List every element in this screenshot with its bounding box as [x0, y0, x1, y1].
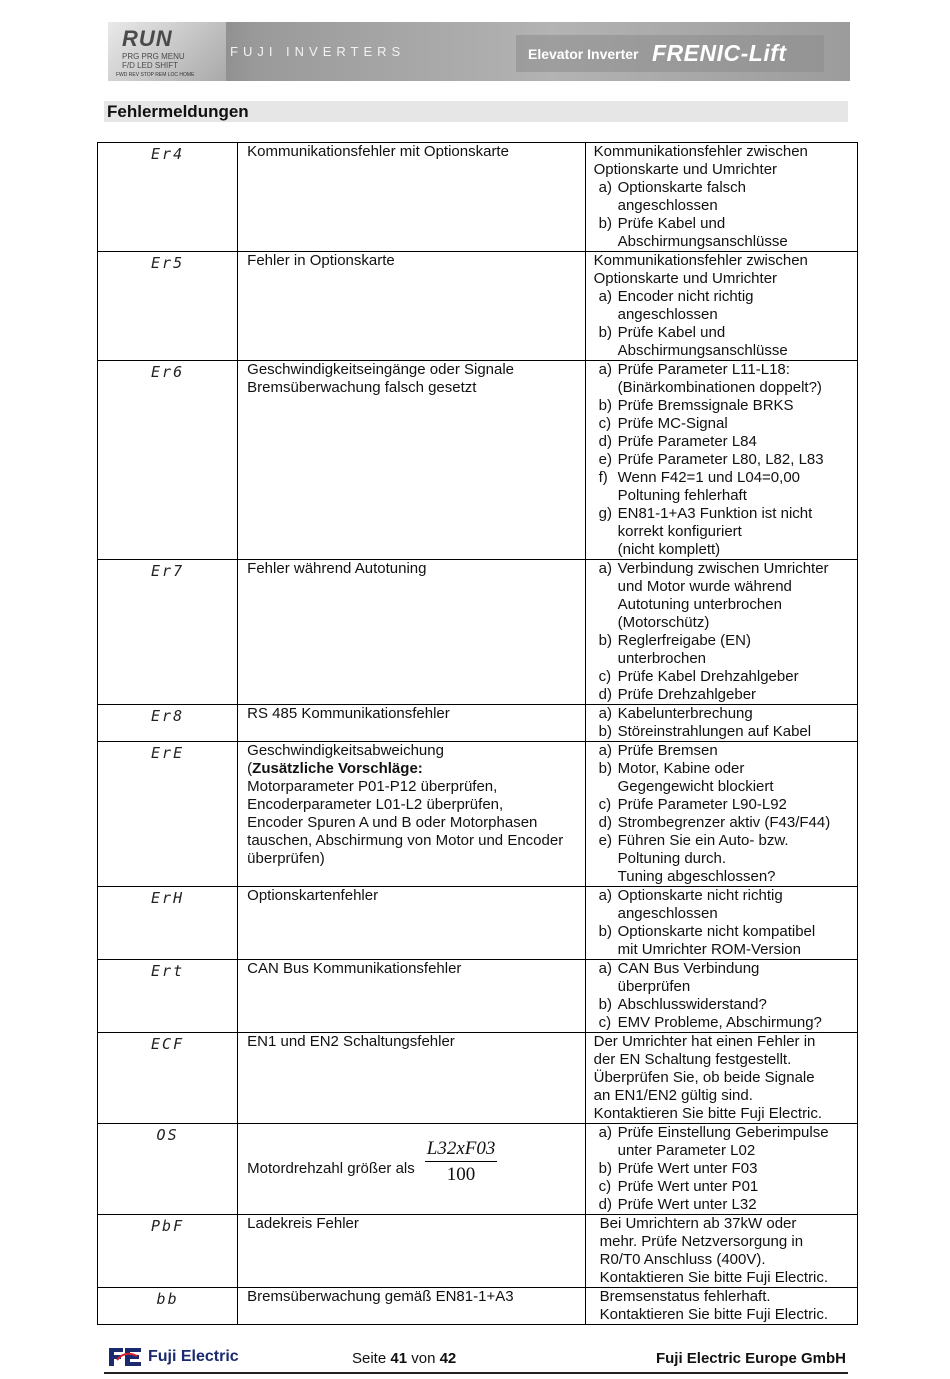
description-line: Motorparameter P01-P12 überprüfen,: [247, 778, 498, 795]
remedy-item-line: CAN Bus Verbindung: [617, 960, 760, 977]
remedy-line: der EN Schaltung festgestellt.: [593, 1051, 792, 1068]
error-remedy: [586, 887, 857, 959]
remedy-item-line: Abschirmungsanschlüsse: [617, 342, 788, 359]
remedy-item-line: (Binärkombinationen doppelt?): [617, 379, 822, 396]
description-line: CAN Bus Kommunikationsfehler: [247, 960, 462, 977]
remedy-item-text: [618, 451, 853, 469]
remedy-item: [594, 887, 853, 923]
product-label: Elevator Inverter: [528, 46, 639, 62]
remedy-item-text: [618, 632, 853, 668]
table-row: [98, 1033, 858, 1124]
remedy-item-text: [618, 1014, 853, 1032]
error-description-cell: [238, 1288, 585, 1325]
remedy-item-text: [618, 760, 853, 796]
remedy-item: [594, 451, 853, 469]
error-remedy-cell: [585, 1124, 857, 1215]
remedy-item: [594, 814, 853, 832]
remedy-line: Kommunikationsfehler zwischen: [593, 252, 808, 269]
description-line: RS 485 Kommunikationsfehler: [247, 705, 450, 722]
remedy-item: [594, 996, 853, 1014]
error-description-cell: [238, 1124, 585, 1215]
remedy-item-line: angeschlossen: [617, 197, 718, 214]
description-line: Optionskartenfehler: [247, 887, 379, 904]
remedy-item-line: überprüfen: [617, 978, 691, 995]
remedy-item: [594, 288, 853, 324]
remedy-item-line: Prüfe Kabel Drehzahlgeber: [617, 668, 799, 685]
error-description-cell: [238, 560, 585, 705]
description-line: Fehler in Optionskarte: [247, 252, 395, 269]
fuji-electric-logo: [107, 1346, 239, 1368]
remedy-item-label: a): [598, 960, 612, 977]
header-banner: [108, 22, 850, 81]
remedy-item-text: [618, 723, 853, 741]
remedy-item: [594, 723, 853, 741]
remedy-item-text: [618, 560, 853, 632]
error-code: Er7: [98, 560, 238, 705]
error-description: [238, 143, 584, 161]
remedy-item-label: a): [598, 742, 612, 759]
keypad-display-run: RUN: [122, 26, 173, 51]
formula-label: Motordrehzahl größer als: [247, 1160, 415, 1177]
remedy-item-line: Abschirmungsanschlüsse: [617, 233, 788, 250]
error-remedy-cell: [585, 361, 857, 560]
description-line: EN1 und EN2 Schaltungsfehler: [247, 1033, 455, 1050]
table-row: [98, 742, 858, 887]
error-description: [238, 705, 584, 723]
remedy-item: [594, 832, 853, 886]
remedy-item-line: Reglerfreigabe (EN): [617, 632, 752, 649]
remedy-item-label: a): [598, 288, 612, 305]
remedy-item-text: [618, 996, 853, 1014]
remedy-item-label: c): [598, 415, 612, 432]
error-code: bb: [98, 1288, 238, 1325]
formula-fraction: [425, 1140, 498, 1184]
remedy-item: [594, 179, 853, 215]
error-remedy-cell: [585, 252, 857, 361]
remedy-item-label: a): [598, 1124, 612, 1141]
description-paren: (: [247, 760, 253, 777]
remedy-item-line: EN81-1+A3 Funktion ist nicht: [617, 505, 813, 522]
error-remedy-cell: [585, 1288, 857, 1325]
error-description-cell: [238, 742, 585, 887]
remedy-item-line: angeschlossen: [617, 306, 718, 323]
remedy-line: Der Umrichter hat einen Fehler in: [593, 1033, 816, 1050]
error-code: Er6: [98, 361, 238, 560]
remedy-item-label: a): [598, 887, 612, 904]
remedy-item: [594, 686, 853, 704]
remedy-item-label: d): [598, 433, 612, 450]
remedy-item-line: Kabelunterbrechung: [617, 705, 753, 722]
remedy-line: Kontaktieren Sie bitte Fuji Electric.: [593, 1105, 823, 1122]
remedy-item-line: EMV Probleme, Abschirmung?: [617, 1014, 822, 1031]
remedy-item-line: Wenn F42=1 und L04=0,00: [617, 469, 800, 486]
remedy-item: [594, 560, 853, 632]
remedy-item-label: b): [598, 324, 612, 341]
error-remedy-cell: [585, 960, 857, 1033]
table-row: [98, 252, 858, 361]
formula-denominator: 100: [446, 1164, 476, 1185]
remedy-item-label: c): [598, 1178, 612, 1195]
remedy-item-text: [618, 742, 853, 760]
remedy-item: [594, 742, 853, 760]
error-remedy: [586, 143, 857, 251]
error-description-cell: [238, 252, 585, 361]
error-remedy-cell: [585, 1033, 857, 1124]
remedy-item: [594, 415, 853, 433]
error-remedy-cell: [585, 887, 857, 960]
formula-numerator: L32xF03: [425, 1140, 498, 1162]
error-code: ErH: [98, 887, 238, 960]
page-total: 42: [439, 1350, 457, 1367]
remedy-item-line: Prüfe Wert unter L32: [617, 1196, 757, 1213]
remedy-item: [594, 505, 853, 559]
error-remedy: [586, 361, 857, 559]
remedy-item-label: c): [598, 1014, 612, 1031]
remedy-item-line: Prüfe Wert unter F03: [617, 1160, 758, 1177]
error-code: Ert: [98, 960, 238, 1033]
remedy-item: [594, 361, 853, 397]
description-line: Ladekreis Fehler: [247, 1215, 359, 1232]
table-row: [98, 560, 858, 705]
error-remedy-cell: [585, 742, 857, 887]
remedy-item-label: a): [598, 179, 612, 196]
page-number: [352, 1350, 456, 1367]
remedy-item-text: [618, 505, 853, 559]
table-row: [98, 960, 858, 1033]
remedy-item-line: (Motorschütz): [617, 614, 710, 631]
remedy-item: [594, 760, 853, 796]
remedy-line: R0/T0 Anschluss (400V).: [599, 1251, 766, 1268]
remedy-item-text: [618, 1124, 853, 1160]
table-row: [98, 705, 858, 742]
logo-text: Fuji Electric: [148, 1348, 239, 1365]
error-description: [238, 960, 584, 978]
error-description: [238, 1124, 584, 1214]
remedy-item-line: mit Umrichter ROM-Version: [617, 941, 801, 958]
error-remedy: [586, 252, 857, 360]
remedy-item-line: Verbindung zwischen Umrichter: [617, 560, 829, 577]
error-description-cell: [238, 1033, 585, 1124]
remedy-item: [594, 324, 853, 360]
remedy-item-label: b): [598, 996, 612, 1013]
remedy-line: Kontaktieren Sie bitte Fuji Electric.: [599, 1269, 829, 1286]
remedy-item: [594, 397, 853, 415]
remedy-item-label: e): [598, 451, 612, 468]
page-current: 41: [390, 1350, 408, 1367]
remedy-item-line: Prüfe Wert unter P01: [617, 1178, 759, 1195]
remedy-line: Optionskarte und Umrichter: [593, 270, 778, 287]
remedy-item-line: Abschlusswiderstand?: [617, 996, 767, 1013]
description-line: Bremsüberwachung falsch gesetzt: [247, 379, 477, 396]
remedy-item-text: [618, 433, 853, 451]
remedy-line: Überprüfen Sie, ob beide Signale: [593, 1069, 815, 1086]
error-remedy: [586, 1033, 857, 1123]
error-description: [238, 560, 584, 578]
remedy-item-line: Prüfe Parameter L84: [617, 433, 757, 450]
remedy-item-line: Optionskarte nicht kompatibel: [617, 923, 816, 940]
error-code: Er4: [98, 143, 238, 252]
remedy-item-line: Störeinstrahlungen auf Kabel: [617, 723, 812, 740]
remedy-item-line: Prüfe Kabel und: [617, 324, 726, 341]
remedy-item-line: unter Parameter L02: [617, 1142, 756, 1159]
remedy-line: Bei Umrichtern ab 37kW oder: [599, 1215, 797, 1232]
error-table: [97, 142, 858, 1325]
description-line: Encoder Spuren A und B oder Motorphasen: [247, 814, 538, 831]
page-prefix: Seite: [352, 1350, 387, 1367]
remedy-item-line: Strombegrenzer aktiv (F43/F44): [617, 814, 831, 831]
remedy-item-label: b): [598, 1160, 612, 1177]
remedy-item-text: [618, 705, 853, 723]
description-line: tauschen, Abschirmung von Motor und Encoder: [247, 832, 564, 849]
remedy-item-line: Prüfe Einstellung Geberimpulse: [617, 1124, 829, 1141]
error-remedy: [586, 960, 857, 1032]
error-description-cell: [238, 1215, 585, 1288]
section-title: Fehlermeldungen: [104, 101, 848, 122]
remedy-item-text: [618, 796, 853, 814]
error-description-cell: [238, 143, 585, 252]
remedy-item-label: c): [598, 796, 612, 813]
remedy-line: an EN1/EN2 gültig sind.: [593, 1087, 753, 1104]
remedy-line: mehr. Prüfe Netzversorgung in: [599, 1233, 804, 1250]
description-line: Fehler während Autotuning: [247, 560, 427, 577]
remedy-item-label: b): [598, 723, 612, 740]
product-name: FRENIC-Lift: [652, 40, 787, 66]
error-description: [238, 1288, 584, 1306]
remedy-item-label: d): [598, 814, 612, 831]
remedy-item-label: e): [598, 832, 612, 849]
error-description-cell: [238, 887, 585, 960]
remedy-item-line: Motor, Kabine oder: [617, 760, 745, 777]
error-code: ErE: [98, 742, 238, 887]
remedy-item-label: a): [598, 705, 612, 722]
table-row: [98, 1124, 858, 1215]
remedy-item-label: g): [598, 505, 612, 522]
error-code: ECF: [98, 1033, 238, 1124]
remedy-item-text: [618, 923, 853, 959]
remedy-item-line: Poltuning fehlerhaft: [617, 487, 747, 504]
remedy-item-label: b): [598, 632, 612, 649]
remedy-item-label: b): [598, 760, 612, 777]
remedy-item-line: Führen Sie ein Auto- bzw.: [617, 832, 789, 849]
remedy-item-text: [618, 1160, 853, 1178]
remedy-item-line: angeschlossen: [617, 905, 718, 922]
remedy-item-label: d): [598, 686, 612, 703]
description-bold: Zusätzliche Vorschläge:: [252, 760, 423, 777]
remedy-item: [594, 433, 853, 451]
remedy-item-text: [618, 179, 853, 215]
remedy-item-line: Gegengewicht blockiert: [617, 778, 774, 795]
remedy-item-text: [618, 960, 853, 996]
remedy-item-text: [618, 324, 853, 360]
description-line: überprüfen): [247, 850, 325, 867]
error-description: [238, 1215, 584, 1233]
table-row: [98, 1215, 858, 1288]
remedy-item: [594, 632, 853, 668]
remedy-item: [594, 1014, 853, 1032]
remedy-item-text: [618, 686, 853, 704]
remedy-item-line: und Motor wurde während: [617, 578, 792, 595]
remedy-item: [594, 1178, 853, 1196]
remedy-item-line: Poltuning durch.: [617, 850, 727, 867]
remedy-item-label: b): [598, 215, 612, 232]
remedy-item-text: [618, 361, 853, 397]
remedy-item-text: [618, 832, 853, 886]
keypad-display-image: [108, 22, 226, 81]
remedy-item-label: b): [598, 397, 612, 414]
error-description-cell: [238, 705, 585, 742]
remedy-item-text: [618, 668, 853, 686]
description-line: [247, 760, 580, 778]
remedy-item-label: a): [598, 361, 612, 378]
error-code: Er5: [98, 252, 238, 361]
error-description: [238, 887, 584, 905]
table-row: [98, 361, 858, 560]
remedy-item-line: Encoder nicht richtig: [617, 288, 754, 305]
brand-line: FUJI INVERTERS: [230, 44, 406, 59]
remedy-item: [594, 796, 853, 814]
error-remedy: [586, 1288, 857, 1324]
remedy-item-line: Tuning abgeschlossen?: [617, 868, 776, 885]
description-line: Bremsüberwachung gemäß EN81-1+A3: [247, 1288, 514, 1305]
remedy-line: Bremsenstatus fehlerhaft.: [599, 1288, 771, 1305]
remedy-item-label: a): [598, 560, 612, 577]
remedy-item: [594, 1160, 853, 1178]
description-line: Encoderparameter L01-L2 überprüfen,: [247, 796, 504, 813]
remedy-item: [594, 705, 853, 723]
error-code: PbF: [98, 1215, 238, 1288]
remedy-item: [594, 1196, 853, 1214]
remedy-item-line: Prüfe Parameter L90-L92: [617, 796, 787, 813]
error-table-body: [98, 143, 858, 1325]
remedy-item-text: [618, 887, 853, 923]
remedy-item-text: [618, 814, 853, 832]
error-remedy-cell: [585, 1215, 857, 1288]
remedy-item-text: [618, 215, 853, 251]
table-row: [98, 887, 858, 960]
remedy-line: Kommunikationsfehler zwischen: [593, 143, 808, 160]
remedy-item-line: (nicht komplett): [617, 541, 721, 558]
error-description: [238, 1033, 584, 1051]
remedy-item-line: Prüfe MC-Signal: [617, 415, 728, 432]
remedy-item-line: Prüfe Parameter L11-L18:: [617, 361, 790, 378]
remedy-item-line: Prüfe Parameter L80, L82, L83: [617, 451, 824, 468]
page-footer: [104, 1344, 848, 1374]
company-name: Fuji Electric Europe GmbH: [655, 1350, 846, 1367]
remedy-item: [594, 923, 853, 959]
remedy-item-text: [618, 1178, 853, 1196]
remedy-item-label: f): [598, 469, 608, 486]
table-row: [98, 1288, 858, 1325]
remedy-item-line: Prüfe Drehzahlgeber: [617, 686, 757, 703]
remedy-item-line: Prüfe Bremsen: [617, 742, 718, 759]
remedy-item-line: Prüfe Bremssignale BRKS: [617, 397, 794, 414]
error-description: [238, 361, 584, 397]
remedy-item-text: [618, 1196, 853, 1214]
error-remedy: [586, 742, 857, 886]
keypad-display-footer: FWD REV STOP REM LOC HOME: [116, 72, 195, 78]
product-box: [516, 35, 824, 72]
remedy-item: [594, 668, 853, 686]
remedy-item-label: c): [598, 668, 612, 685]
keypad-display-keys: PRG PRG MENU F/D LED SHIFT: [122, 52, 185, 70]
remedy-item: [594, 960, 853, 996]
description-line: Kommunikationsfehler mit Optionskarte: [247, 143, 509, 160]
remedy-item-line: Optionskarte nicht richtig: [617, 887, 783, 904]
error-remedy-cell: [585, 560, 857, 705]
remedy-item-label: b): [598, 923, 612, 940]
remedy-line: Kontaktieren Sie bitte Fuji Electric.: [599, 1306, 829, 1323]
fuji-logo-icon: [107, 1346, 143, 1368]
remedy-item: [594, 1124, 853, 1160]
remedy-item-text: [618, 469, 853, 505]
description-line: Geschwindigkeitsabweichung: [247, 742, 444, 759]
error-remedy: [586, 1215, 857, 1287]
error-description: [238, 252, 584, 270]
error-remedy: [586, 1124, 857, 1214]
remedy-item: [594, 469, 853, 505]
error-code: OS: [98, 1124, 238, 1215]
remedy-item-line: Optionskarte falsch: [617, 179, 747, 196]
error-code: Er8: [98, 705, 238, 742]
remedy-item-line: Prüfe Kabel und: [617, 215, 726, 232]
error-description-cell: [238, 960, 585, 1033]
remedy-line: Optionskarte und Umrichter: [593, 161, 778, 178]
remedy-item-text: [618, 397, 853, 415]
error-description-cell: [238, 361, 585, 560]
error-remedy: [586, 705, 857, 741]
remedy-item-line: unterbrochen: [617, 650, 707, 667]
remedy-item-text: [618, 415, 853, 433]
error-remedy-cell: [585, 143, 857, 252]
description-line: Geschwindigkeitseingänge oder Signale: [247, 361, 515, 378]
remedy-item-text: [618, 288, 853, 324]
error-remedy-cell: [585, 705, 857, 742]
error-remedy: [586, 560, 857, 704]
error-description: [238, 742, 584, 868]
speed-formula: [247, 1124, 580, 1214]
remedy-item-line: korrekt konfiguriert: [617, 523, 742, 540]
remedy-item-line: Autotuning unterbrochen: [617, 596, 782, 613]
page-mid: von: [411, 1350, 436, 1367]
table-row: [98, 143, 858, 252]
remedy-item: [594, 215, 853, 251]
remedy-item-label: d): [598, 1196, 612, 1213]
